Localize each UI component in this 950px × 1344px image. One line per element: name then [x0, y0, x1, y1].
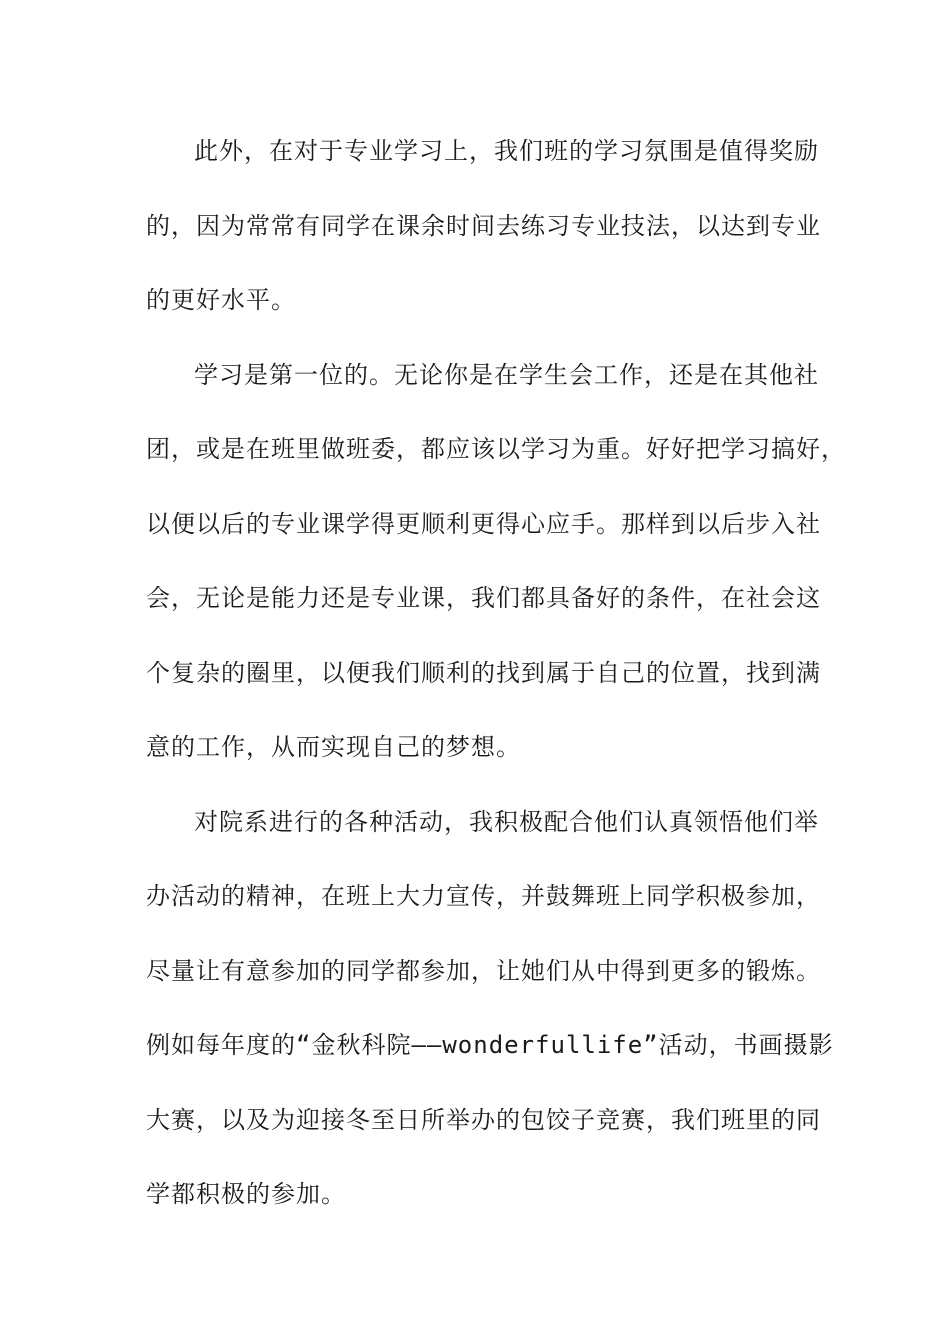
paragraph-line: 以便以后的专业课学得更顺利更得心应手。那样到以后步入社	[146, 509, 821, 538]
paragraph-2	[146, 350, 846, 773]
paragraph-line: 此外，在对于专业学习上，我们班的学习氛围是值得奖励	[194, 137, 819, 165]
paragraph-line: 学习是第一位的。无论你是在学生会工作，还是在其他社	[194, 360, 819, 389]
paragraph-3	[146, 797, 834, 1220]
paragraph-line: 的，因为常常有同学在课余时间去练习专业技法，以达到专业	[146, 211, 821, 240]
paragraph-line: 团，或是在班里做班委，都应该以学习为重。好好把学习搞好，	[146, 435, 846, 463]
paragraph-line: 对院系进行的各种活动，我积极配合他们认真领悟他们举	[194, 807, 819, 836]
paragraph-line: 尽量让有意参加的同学都参加，让她们从中得到更多的锻炼。	[146, 956, 821, 985]
paragraph-line: 例如每年度的“金秋科院——wonderfullife”活动，书画摄影	[146, 1031, 834, 1059]
paragraph-line: 大赛，以及为迎接冬至日所举办的包饺子竞赛，我们班里的同	[146, 1105, 821, 1134]
paragraph-line: 办活动的精神，在班上大力宣传，并鼓舞班上同学积极参加，	[146, 882, 821, 910]
paragraph-line: 个复杂的圈里，以便我们顺利的找到属于自己的位置，找到满	[146, 658, 821, 687]
paragraph-line: 学都积极的参加。	[146, 1180, 346, 1208]
document-body	[146, 126, 846, 1244]
paragraph-line: 的更好水平。	[146, 286, 296, 314]
paragraph-line: 意的工作，从而实现自己的梦想。	[146, 733, 521, 761]
paragraph-1	[146, 126, 821, 325]
paragraph-line: 会，无论是能力还是专业课，我们都具备好的条件，在社会这	[146, 584, 821, 612]
